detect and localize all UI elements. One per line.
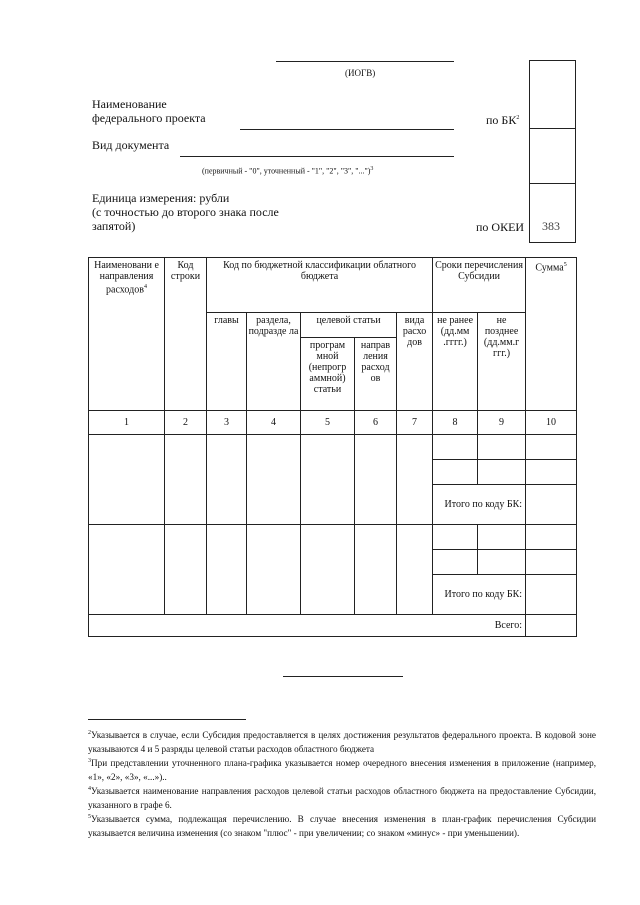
header-expense-type: вида расхо дов [397, 313, 433, 411]
table-cell[interactable] [355, 525, 397, 615]
okei-value: 383 [542, 219, 560, 233]
header-direction: направ ления расход ов [355, 338, 397, 411]
col-number: 9 [478, 411, 526, 435]
table-cell[interactable] [355, 435, 397, 525]
table-cell[interactable] [89, 525, 165, 615]
subtotal-value[interactable] [526, 575, 577, 615]
footnote-separator [88, 719, 246, 720]
col-number: 10 [526, 411, 577, 435]
col-number: 6 [355, 411, 397, 435]
table-cell[interactable] [478, 550, 526, 575]
subtotal-label: Итого по коду БК: [433, 485, 526, 525]
total-label: Всего: [89, 615, 526, 637]
table-cell[interactable] [397, 525, 433, 615]
okei-label: по ОКЕИ [476, 220, 525, 234]
table-cell[interactable] [247, 435, 301, 525]
col-number: 4 [247, 411, 301, 435]
table-cell[interactable] [397, 435, 433, 525]
doc-type-line [180, 156, 454, 157]
total-value[interactable] [526, 615, 577, 637]
subtotal-value[interactable] [526, 485, 577, 525]
table-cell[interactable] [207, 525, 247, 615]
col-number: 3 [207, 411, 247, 435]
footnote-3: $^3$При представлении уточненного плана-графика указывается номер очередного внесения изменения в приложение (например, «1», «2», «3», «...»).. [88, 758, 596, 782]
table-cell[interactable] [207, 435, 247, 525]
table-cell[interactable] [433, 525, 478, 550]
subtotal-label: Итого по коду БК: [433, 575, 526, 615]
schedule-table [88, 257, 577, 637]
bk-label: по $БК^2$ [486, 113, 520, 127]
footnote-5: $^5$Указывается сумма, подлежащая перечислению. В случае внесения изменения в план-график перечисления Субсидии указывается величина изменения (со знаком "плюс" - при увеличении; со знаком «минус» - при уменьшении). [88, 814, 596, 838]
table-cell[interactable] [301, 525, 355, 615]
code-cell-bk [530, 129, 575, 184]
header-target: целевой статьи [301, 313, 397, 338]
table-cell[interactable] [526, 525, 577, 550]
table-cell[interactable] [89, 435, 165, 525]
unit-label: Единица измерения: рубли (с точностью до второго знака после запятой) [92, 191, 279, 233]
table-cell[interactable] [433, 550, 478, 575]
table-cell[interactable] [478, 525, 526, 550]
signature-line [283, 676, 403, 677]
code-column [529, 60, 576, 243]
table-cell[interactable] [165, 525, 207, 615]
col-number: 8 [433, 411, 478, 435]
header-budget-code: Код по бюджетной классификации облатного бюджета [207, 258, 433, 313]
iogv-line [276, 61, 454, 62]
header-program: програм мной (непрогр аммной) статьи [301, 338, 355, 411]
header-not-later: не позднее (дд.мм.г ггг.) [478, 313, 526, 411]
project-label: Наименование федерального проекта [92, 97, 206, 125]
header-line-code: Код строки [165, 258, 207, 411]
table-cell[interactable] [165, 435, 207, 525]
header-chapter: главы [207, 313, 247, 411]
col-number: 5 [301, 411, 355, 435]
table-cell[interactable] [478, 460, 526, 485]
header-name: Наименовани е направления расходов$^4$ [89, 258, 165, 411]
footnote-4: $^4$Указывается наименование направления расходов целевой статьи расходов областного бюджета на предоставление Субсидии, указанного в графе 6. [88, 786, 596, 810]
col-number: 1 [89, 411, 165, 435]
iogv-caption: (ИОГВ) [345, 68, 376, 78]
header-terms: Сроки перечисления Субсидии [433, 258, 526, 313]
header-section: раздела, подразде ла [247, 313, 301, 411]
doc-type-hint: (первичный - "0", уточненный - "1", "2", "3", "...")$^3$ [202, 166, 374, 176]
table-cell[interactable] [433, 435, 478, 460]
code-cell-iogv [530, 61, 575, 129]
header-not-before: не ранее (дд.мм .гггг.) [433, 313, 478, 411]
col-number: 2 [165, 411, 207, 435]
table-cell[interactable] [478, 435, 526, 460]
footnote-2: $^2$Указывается в случае, если Субсидия предоставляется в целях достижения результатов федерального проекта. В кодовой зоне указываются 4 и 5 разряды целевой статьи расходов областного бюджета [88, 730, 596, 754]
table-cell[interactable] [526, 435, 577, 460]
project-line [240, 129, 454, 130]
header-sum: Сумма$^5$ [526, 258, 577, 411]
table-cell[interactable] [526, 460, 577, 485]
table-cell[interactable] [526, 550, 577, 575]
table-cell[interactable] [301, 435, 355, 525]
col-number: 7 [397, 411, 433, 435]
table-cell[interactable] [433, 460, 478, 485]
doc-type-label: Вид документа [92, 138, 170, 152]
table-cell[interactable] [247, 525, 301, 615]
